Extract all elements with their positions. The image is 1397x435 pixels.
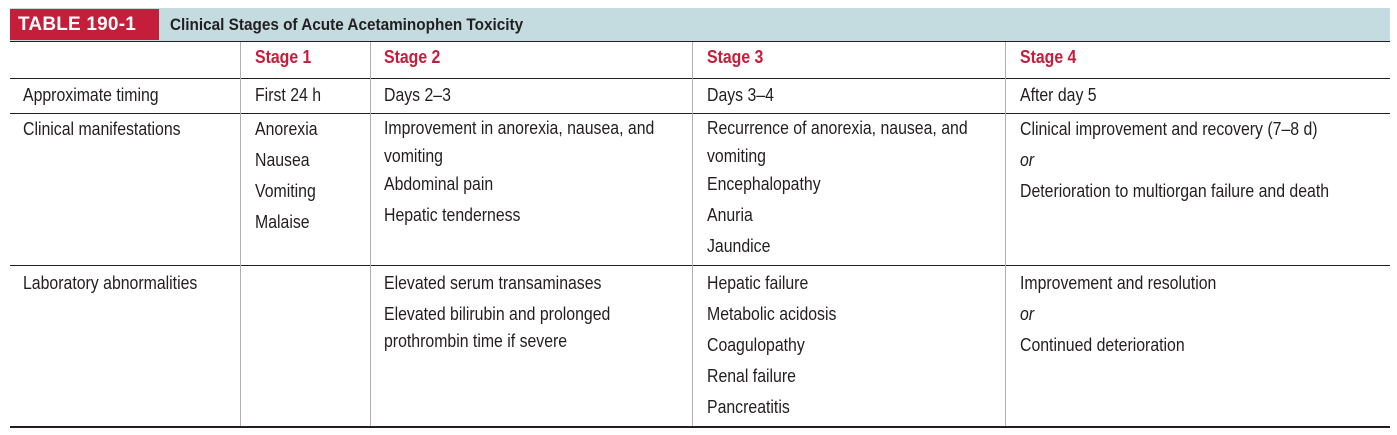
cell-line: Anorexia — [255, 119, 318, 139]
col-divider — [370, 42, 371, 426]
col-divider — [692, 42, 693, 426]
cell-line: vomiting — [384, 146, 443, 166]
row-label-laboratory: Laboratory abnormalities — [23, 273, 198, 293]
col-divider — [240, 42, 241, 426]
cell-line: Vomiting — [255, 181, 316, 201]
cell-line: Deterioration to multiorgan failure and death — [1020, 181, 1330, 201]
cell-line: Elevated bilirubin and prolonged — [384, 304, 611, 324]
cell-line: vomiting — [707, 146, 766, 166]
table-title: Clinical Stages of Acute Acetaminophen Toxicity — [170, 15, 524, 34]
column-header-stage-2: Stage 2 — [384, 47, 441, 67]
table-cell — [255, 80, 321, 111]
cell-line: Recurrence of anorexia, nausea, and — [707, 118, 968, 138]
cell-line: Days 3–4 — [707, 85, 774, 105]
cell-line: Metabolic acidosis — [707, 304, 837, 324]
cell-line: Days 2–3 — [384, 85, 451, 105]
cell-line: Renal failure — [707, 366, 796, 386]
col-divider — [1005, 42, 1006, 426]
table-cell — [707, 80, 774, 111]
table-cell — [707, 114, 968, 262]
column-header-stage-4: Stage 4 — [1020, 47, 1077, 67]
table-cell — [384, 80, 451, 111]
column-header-stage-3: Stage 3 — [707, 47, 764, 67]
cell-line: Hepatic tenderness — [384, 205, 521, 225]
rule-bottom — [10, 426, 1390, 428]
cell-line: Improvement in anorexia, nausea, and — [384, 118, 655, 138]
table-cell — [707, 268, 836, 423]
table-cell — [384, 114, 654, 231]
cell-line-or: or — [1020, 304, 1035, 324]
rule-row2 — [10, 265, 1390, 266]
row-label-timing: Approximate timing — [23, 85, 159, 105]
table-cell — [1020, 268, 1216, 361]
cell-line: Continued deterioration — [1020, 335, 1185, 355]
cell-line: Encephalopathy — [707, 174, 821, 194]
cell-line: Coagulopathy — [707, 335, 805, 355]
cell-line: Anuria — [707, 205, 753, 225]
table-cell — [255, 114, 318, 238]
cell-line: First 24 h — [255, 85, 322, 105]
table-number-tag: TABLE 190-1 — [10, 9, 159, 40]
table-cell — [1020, 80, 1097, 111]
cell-line: After day 5 — [1020, 85, 1097, 105]
cell-line: Pancreatitis — [707, 397, 790, 417]
cell-line: Improvement and resolution — [1020, 273, 1217, 293]
rule-under-columns — [10, 78, 1390, 79]
cell-line: Jaundice — [707, 236, 771, 256]
cell-line: Hepatic failure — [707, 273, 809, 293]
cell-line: Abdominal pain — [384, 174, 494, 194]
cell-line-or: or — [1020, 150, 1035, 170]
table-cell — [1020, 114, 1329, 207]
table-cell — [384, 268, 610, 352]
cell-line: prothrombin time if severe — [384, 331, 568, 351]
cell-line: Nausea — [255, 150, 310, 170]
rule-under-header — [10, 41, 1390, 42]
column-header-stage-1: Stage 1 — [255, 47, 312, 67]
row-label-clinical: Clinical manifestations — [23, 119, 181, 139]
cell-line: Clinical improvement and recovery (7–8 d) — [1020, 119, 1318, 139]
cell-line: Elevated serum transaminases — [384, 273, 602, 293]
cell-line: Malaise — [255, 212, 310, 232]
